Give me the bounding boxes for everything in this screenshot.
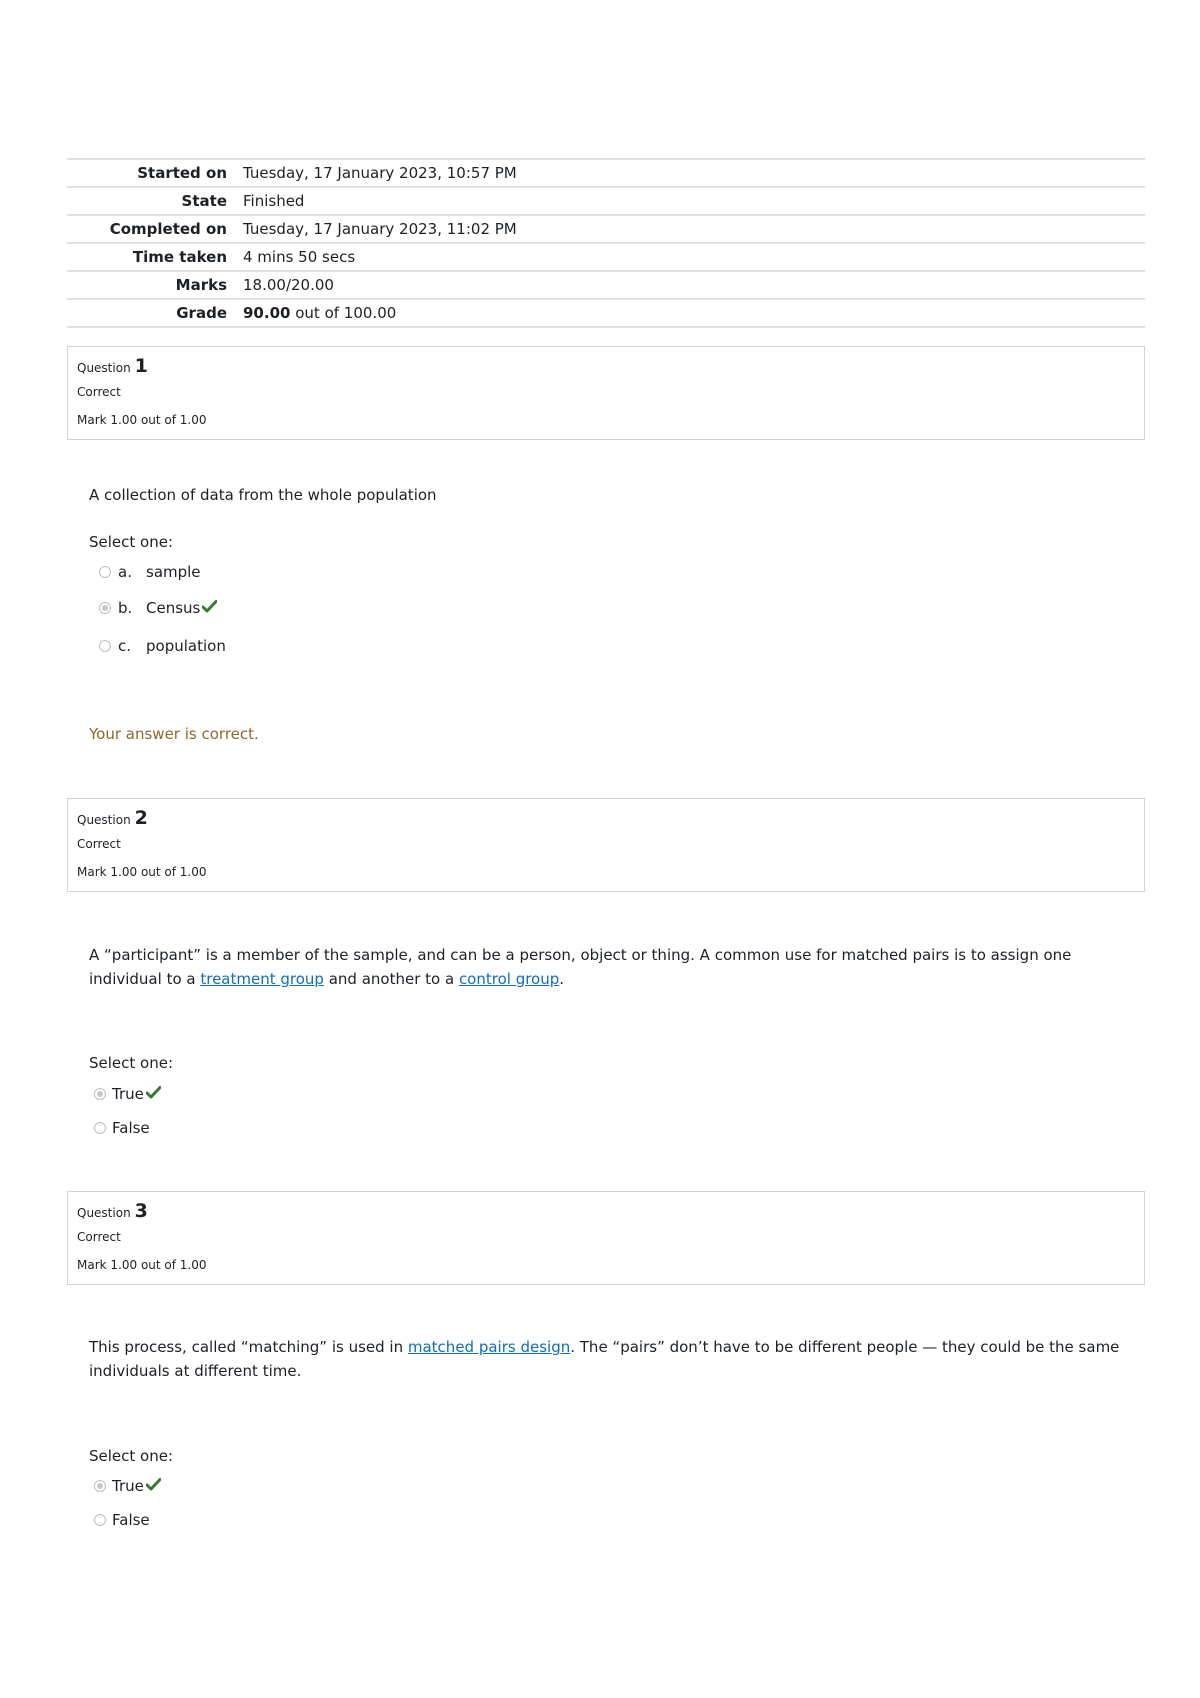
answer-feedback: Your answer is correct. — [89, 725, 259, 743]
treatment-group-link[interactable]: treatment group — [200, 970, 324, 988]
question-word: Question — [77, 361, 131, 375]
summary-row-grade — [67, 299, 1145, 327]
summary-label: Marks — [175, 276, 227, 294]
answer-option-c[interactable] — [99, 637, 226, 655]
option-letter: b. — [118, 599, 133, 617]
question-number-value: 1 — [134, 355, 148, 377]
question-text-1: A collection of data from the whole population — [89, 486, 437, 504]
summary-value: Finished — [243, 192, 305, 210]
question-number-value: 2 — [134, 807, 148, 829]
question-text-segment: . The “pairs” don’t have to be different people — they could be the same individuals at different time. — [89, 1338, 1120, 1380]
question-text-2 — [89, 943, 1129, 991]
question-text-segment: This process, called “matching” is used in — [89, 1338, 408, 1356]
option-label: False — [112, 1119, 150, 1137]
question-mark: Mark 1.00 out of 1.00 — [77, 1258, 207, 1272]
summary-row — [67, 243, 1145, 271]
answer-option-b[interactable] — [99, 599, 217, 617]
question-state: Correct — [77, 1230, 121, 1244]
question-state: Correct — [77, 385, 121, 399]
summary-value: 18.00/20.00 — [243, 276, 334, 294]
radio-button[interactable] — [99, 566, 111, 578]
radio-button[interactable] — [99, 640, 111, 652]
grade-cell — [235, 299, 1145, 327]
grade-suffix: out of 100.00 — [295, 304, 397, 322]
question-state: Correct — [77, 837, 121, 851]
answer-option-true[interactable] — [94, 1085, 161, 1103]
summary-value: Tuesday, 17 January 2023, 10:57 PM — [243, 164, 517, 182]
option-label: sample — [146, 563, 201, 581]
attempt-summary-table — [67, 158, 1145, 328]
summary-row — [67, 215, 1145, 243]
answer-option-false[interactable] — [94, 1511, 150, 1529]
check-icon — [146, 1085, 161, 1103]
question-mark: Mark 1.00 out of 1.00 — [77, 865, 207, 879]
question-number — [77, 1200, 148, 1222]
control-group-link[interactable]: control group — [458, 970, 560, 988]
question-text-segment: and another to a — [323, 970, 459, 988]
question-mark: Mark 1.00 out of 1.00 — [77, 413, 207, 427]
question-number-value: 3 — [134, 1200, 148, 1222]
select-one-prompt: Select one: — [89, 1054, 174, 1072]
radio-button-selected[interactable] — [94, 1088, 106, 1100]
summary-label: Time taken — [132, 248, 227, 266]
option-letter: c. — [118, 637, 132, 655]
question-number — [77, 807, 148, 829]
grade-label: Grade — [176, 304, 227, 322]
radio-button-selected[interactable] — [99, 602, 111, 614]
radio-button[interactable] — [94, 1122, 106, 1134]
radio-button[interactable] — [94, 1514, 106, 1526]
select-one-prompt: Select one: — [89, 533, 174, 551]
option-label: True — [112, 1477, 144, 1495]
select-one-prompt: Select one: — [89, 1447, 174, 1465]
answer-option-false[interactable] — [94, 1119, 150, 1137]
matched-pairs-design-link[interactable]: matched pairs design — [407, 1338, 571, 1356]
summary-row — [67, 187, 1145, 215]
summary-value: 4 mins 50 secs — [243, 248, 356, 266]
summary-row — [67, 159, 1145, 187]
grade-value: 90.00 — [243, 304, 291, 322]
summary-row — [67, 271, 1145, 299]
question-info-1 — [67, 346, 1145, 440]
option-letter: a. — [118, 563, 132, 581]
question-info-2 — [67, 798, 1145, 892]
radio-button-selected[interactable] — [94, 1480, 106, 1492]
summary-label: State — [181, 192, 227, 210]
option-label: True — [112, 1085, 144, 1103]
summary-label: Started on — [137, 164, 227, 182]
question-text-segment: A “participant” is a member of the sample, and can be a person, object or thing. A common use for matched pairs is to assign one individual to a — [89, 946, 1072, 988]
question-info-3 — [67, 1191, 1145, 1285]
summary-label: Completed on — [109, 220, 227, 238]
summary-value: Tuesday, 17 January 2023, 11:02 PM — [243, 220, 517, 238]
question-text-segment: . — [559, 970, 565, 988]
option-label: Census — [146, 599, 201, 617]
answer-option-true[interactable] — [94, 1477, 161, 1495]
question-word: Question — [77, 813, 131, 827]
check-icon — [146, 1477, 161, 1495]
question-number — [77, 355, 148, 377]
question-text-3 — [89, 1335, 1129, 1383]
question-word: Question — [77, 1206, 131, 1220]
option-label: population — [146, 637, 226, 655]
check-icon — [202, 599, 217, 617]
option-label: False — [112, 1511, 150, 1529]
answer-option-a[interactable] — [99, 563, 201, 581]
